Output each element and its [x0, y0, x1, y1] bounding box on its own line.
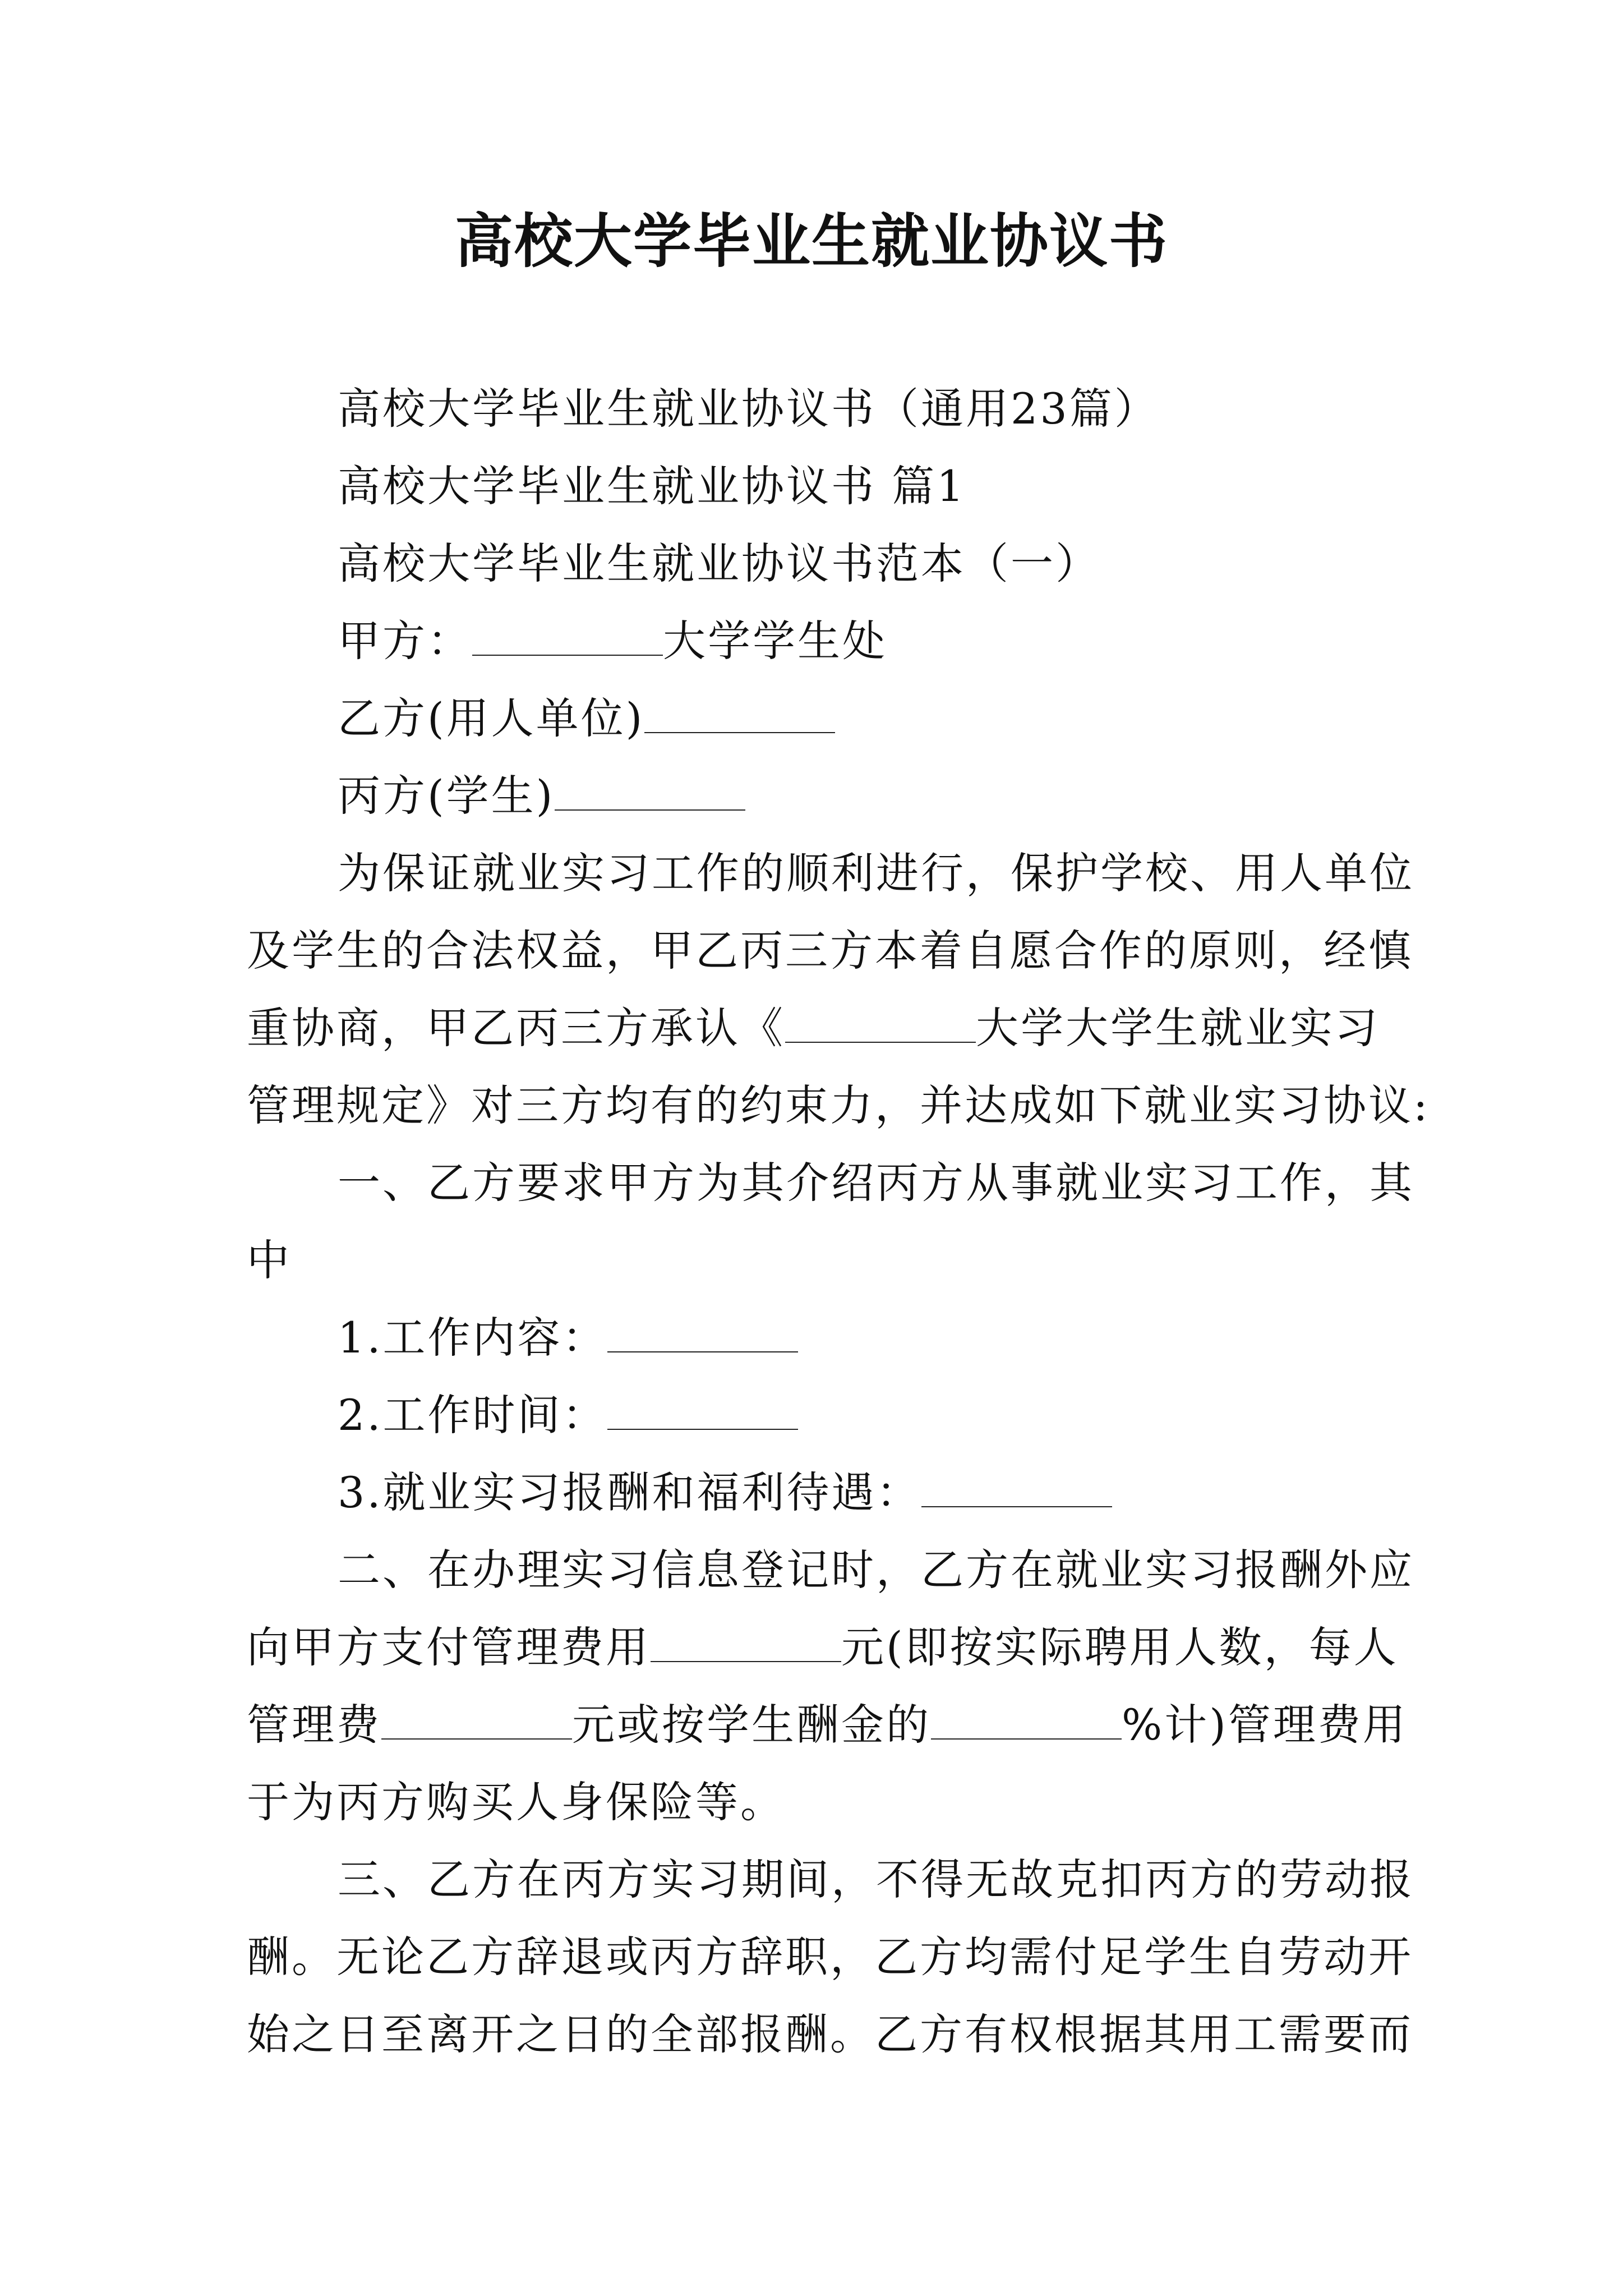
- item-1-label: 1.工作内容：: [338, 1313, 607, 1363]
- clause-2-line-4: 于为丙方购买人身保险等。: [247, 1777, 785, 1827]
- item-1-line: [247, 1299, 1385, 1377]
- item-2-line: [247, 1377, 1385, 1454]
- preamble-line-2: 及学生的合法权益，甲乙丙三方本着自愿合作的原则，经慎: [247, 926, 1413, 976]
- party-b-blank: [644, 694, 835, 733]
- party-b-line: [247, 680, 1385, 757]
- clause-3-line-2: 酬。无论乙方辞退或丙方辞职，乙方均需付足学生自劳动开: [247, 1932, 1413, 1982]
- clause-3-line-3: 始之日至离开之日的全部报酬。乙方有权根据其用工需要而: [247, 2009, 1413, 2059]
- party-a-line: [247, 602, 1385, 680]
- clause-2-line-3: [247, 1686, 1408, 1764]
- clause-3-line-1: 三、乙方在丙方实习期间，不得无故克扣丙方的劳动报: [338, 1855, 1414, 1904]
- item-2-label: 2.工作时间：: [338, 1390, 607, 1440]
- party-a-suffix: 大学学生处: [663, 616, 887, 666]
- clause-2-line-2: [247, 1609, 1399, 1686]
- party-a-blank: [472, 616, 663, 656]
- preamble-line-3: [247, 990, 1385, 1067]
- compensation-blank: [921, 1468, 1112, 1507]
- percentage-blank: [931, 1700, 1122, 1740]
- clause-1-line-2: 中: [247, 1235, 292, 1285]
- preamble-line-1: 为保证就业实习工作的顺利进行，保护学校、用人单位: [338, 848, 1414, 898]
- preamble-line-3-start: 重协商，甲乙丙三方承认《: [247, 1003, 785, 1053]
- party-b-label: 乙方(用人单位): [338, 693, 645, 743]
- work-time-blank: [607, 1391, 798, 1430]
- party-c-line: [247, 757, 1385, 835]
- clause-2-line-3-mid: 元或按学生酬金的: [572, 1700, 931, 1750]
- clause-2-line-1: 二、在办理实习信息登记时，乙方在就业实习报酬外应: [338, 1545, 1414, 1595]
- preamble-line-3-end: 大学大学生就业实习: [976, 1003, 1380, 1053]
- subtitle-line: 高校大学毕业生就业协议书（通用23篇）: [338, 384, 1159, 434]
- per-person-fee-blank: [381, 1700, 572, 1740]
- clause-2-line-2-end: 元(即按实际聘用人数，每人: [841, 1622, 1399, 1672]
- clause-1-line-1: 一、乙方要求甲方为其介绍丙方从事就业实习工作，其: [338, 1158, 1414, 1208]
- university-name-blank: [785, 1004, 976, 1043]
- party-c-label: 丙方(学生): [338, 771, 555, 821]
- document-body: [247, 370, 1430, 2073]
- management-fee-blank: [651, 1623, 841, 1662]
- item-3-line: [247, 1454, 1385, 1531]
- work-content-blank: [607, 1313, 798, 1352]
- party-a-label: 甲方：: [338, 616, 472, 666]
- clause-2-line-3-start: 管理费: [247, 1700, 381, 1750]
- party-c-blank: [555, 771, 745, 811]
- clause-2-line-3-end: %计)管理费用: [1122, 1700, 1408, 1750]
- clause-2-line-2-start: 向甲方支付管理费用: [247, 1622, 651, 1672]
- chapter-heading: 高校大学毕业生就业协议书 篇1: [338, 461, 966, 511]
- document-title: 高校大学毕业生就业协议书: [454, 206, 1168, 275]
- sample-heading: 高校大学毕业生就业协议书范本（一）: [338, 539, 1100, 588]
- item-3-label: 3.就业实习报酬和福利待遇：: [338, 1467, 921, 1517]
- preamble-line-4: 管理规定》对三方均有的约束力，并达成如下就业实习协议:: [247, 1080, 1430, 1130]
